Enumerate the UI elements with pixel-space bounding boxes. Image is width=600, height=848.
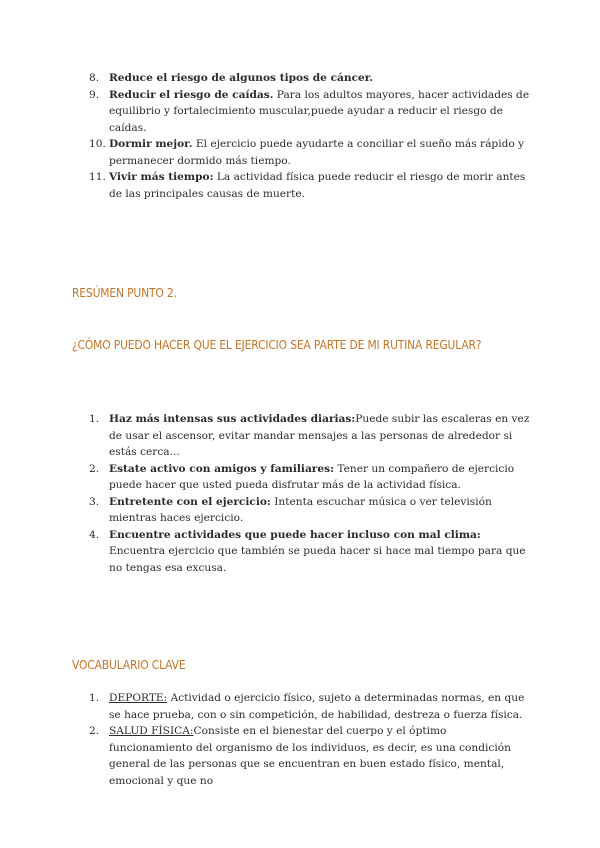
item-title: Encuentre actividades que puede hacer incluso con mal clima: [109, 528, 481, 541]
list-number: 3. [89, 495, 100, 508]
item-title: Reducir el riesgo de caídas. [109, 88, 274, 101]
vocab-term: SALUD FÍSICA: [109, 725, 194, 737]
list-item [70, 70, 530, 87]
item-text: La actividad física puede reducir el riesgo de morir antes de las principales causas de muerte. [109, 171, 526, 200]
list-number: 8. [89, 72, 100, 84]
vocab-term: DEPORTE: [109, 692, 168, 704]
list-item [70, 87, 530, 137]
item-text: Puede subir las escaleras en vez de usar el ascensor, evitar mandar mensajes a las personas de alrededor si estás cerca... [109, 413, 530, 458]
item-title: Haz más intensas sus actividades diarias: [109, 413, 356, 425]
list-item [70, 169, 530, 202]
list-item [70, 136, 530, 169]
list-item [70, 723, 530, 789]
benefits-list [70, 70, 530, 202]
item-text: Encuentra ejercicio que también se pueda hacer si hace mal tiempo para que no tengas esa excusa. [109, 545, 526, 574]
list-item [70, 461, 530, 494]
list-number: 1. [89, 692, 100, 704]
item-title: Dormir mejor. [109, 138, 193, 150]
item-title: Estate activo con amigos y familiares: [109, 462, 334, 475]
section-heading-question: ¿CÓMO PUEDO HACER QUE EL EJERCICIO SEA PARTE DE MI RUTINA REGULAR? [72, 337, 482, 352]
list-number: 11. [89, 171, 106, 183]
item-text: Intenta escuchar música o ver televisión mientras haces ejercicio. [109, 495, 492, 524]
list-item [70, 411, 530, 461]
item-text: Para los adultos mayores, hacer actividades de equilibrio y fortalecimiento muscular,puede ayudar a reducir el riesgo de caídas. [109, 88, 530, 134]
item-title: Entretente con el ejercicio: [109, 495, 271, 508]
list-number: 2. [89, 725, 100, 737]
vocab-definition: Consiste en el bienestar del cuerpo y el óptimo funcionamiento del organismo de los individuos, es decir, es una condición general de las personas que se encuentran en buen estado físico, mental, emocional y que no [109, 725, 511, 787]
list-number: 4. [89, 528, 100, 541]
list-number: 2. [89, 462, 100, 475]
list-item [70, 494, 530, 527]
item-title: Vivir más tiempo: [109, 171, 214, 183]
list-item [70, 690, 530, 723]
list-number: 1. [89, 413, 100, 425]
item-text: Tener un compañero de ejercicio puede hacer que usted pueda disfrutar más de la actividad física. [109, 462, 515, 491]
list-number: 9. [89, 88, 100, 101]
vocab-definition: Actividad o ejercicio físico, sujeto a determinadas normas, en que se hace prueba, con o sin competición, de habilidad, destreza o fuerza física. [109, 692, 525, 721]
section-heading-resumen: RESÚMEN PUNTO 2. [72, 285, 177, 300]
section-heading-vocabulario: VOCABULARIO CLAVE [72, 657, 186, 672]
item-text: El ejercicio puede ayudarte a conciliar el sueño más rápido y permanecer dormido más tiempo. [109, 138, 525, 167]
list-number: 10. [89, 138, 106, 150]
routine-tips-list [70, 411, 530, 576]
list-item [70, 527, 530, 577]
item-title: Reduce el riesgo de algunos tipos de cáncer. [109, 72, 374, 84]
vocabulary-list [70, 690, 530, 789]
